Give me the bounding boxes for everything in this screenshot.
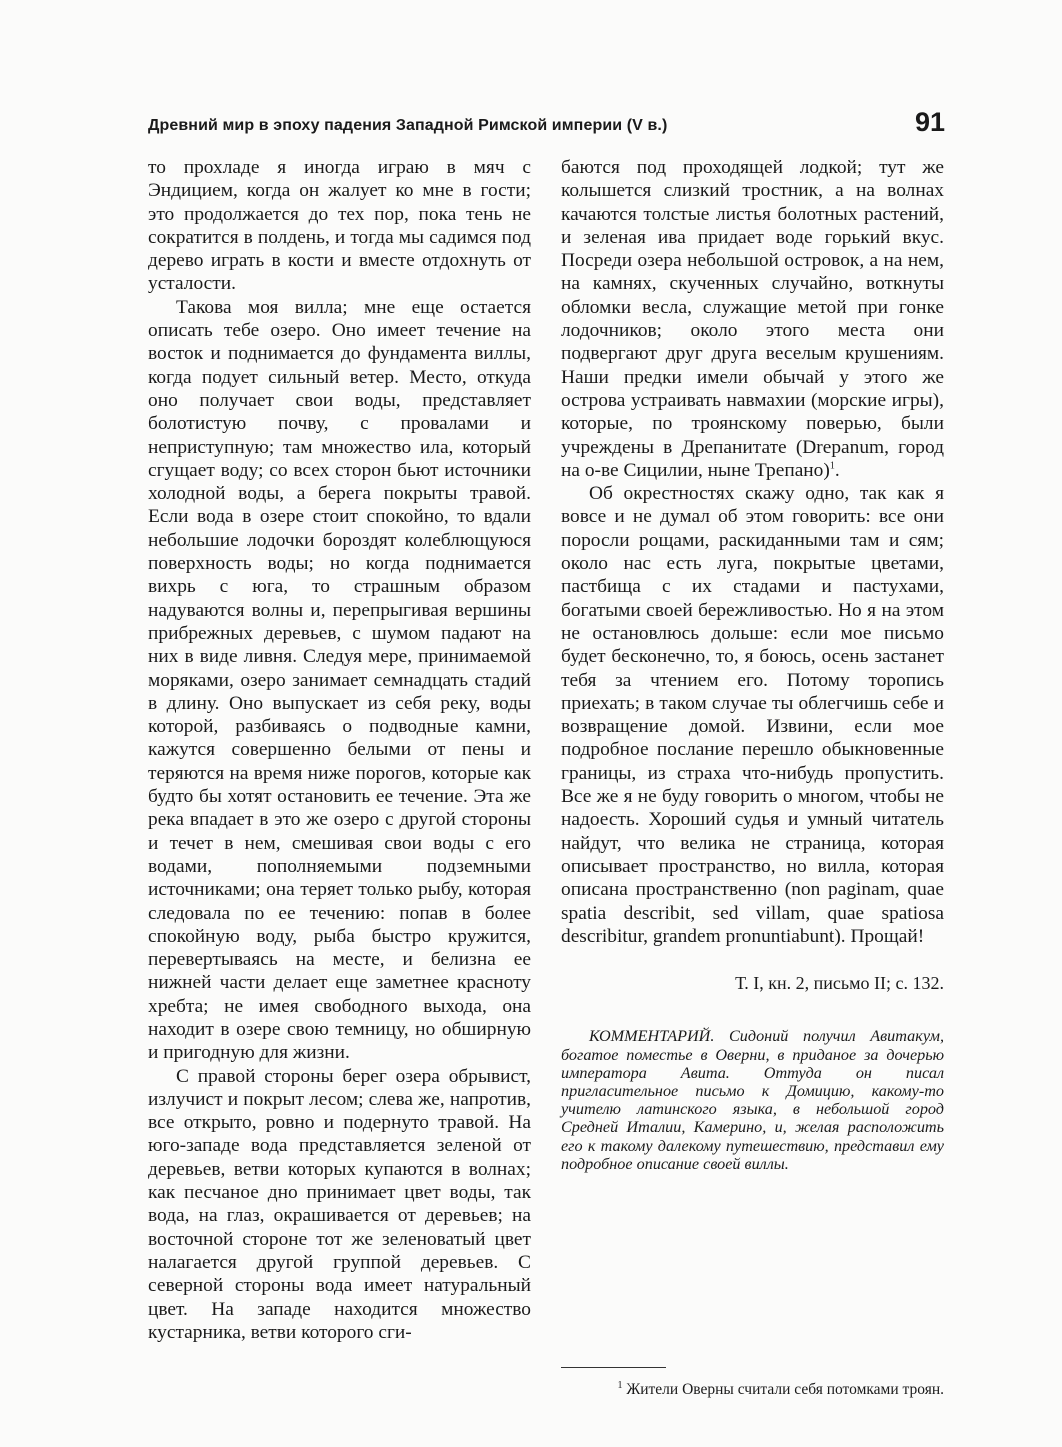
paragraph: С правой стороны берег озера обрывист, излучист и покрыт лесом; слева же, напротив, все открыто, ровно и подернуто травой. На юго-западе вода представляется зеленой от деревьев, ветви которых купаются в волнах; как песчаное дно принимает цвет воды, так вода, на глаз, окрашивается от деревьев; на восточной стороне тот же зеленоватый цвет налагается другой группой деревьев. С северной стороны вода имеет натуральный цвет. На западе находится множество кустарника, ветви которого сги- bbox=[148, 1065, 531, 1343]
commentary: КОММЕНТАРИЙ. Сидоний получил Авитакум, богатое поместье в Оверни, в приданое за дочерью императора Авита. Оттуда он писал пригласительное письмо к Домицию, какому-то учителю латинского языка, в небольшой город Средней Италии, Камерино, и, желая расположить его к такому далекому путешествию, представил ему подробное описание своей виллы. bbox=[561, 1027, 944, 1173]
running-title: Древний мир в эпоху падения Западной Римской империи (V в.) bbox=[148, 117, 668, 134]
footnote-mark: 1 bbox=[829, 460, 835, 472]
right-column bbox=[561, 156, 944, 1173]
footnote bbox=[561, 1380, 944, 1399]
page-number: 91 bbox=[914, 107, 945, 137]
paragraph: Такова моя вилла; мне еще остается описать тебе озеро. Оно имеет течение на восток и поднимается до фундамента виллы, когда подует сильный ветер. Место, откуда оно получает свои воды, представляет болотистую почву, с провалами и неприступную; там множество ила, который сгущает воду; со всех сторон бьют источники холодной воды, а берега покрыты травой. Если вода в озере стоит спокойно, то вдали небольшие лодочки бороздят колеблющуюся поверхность воды; но когда поднимается вихрь с юга, то страшным образом надуваются волны и, перепрыгивая вершины прибрежных деревьев, с шумом падают на них в виде ливня. Следуя мере, принимаемой моряками, озеро занимает семнадцать стадий в длину. Оно выпускает из себя реку, воды которой, разбиваясь о подводные камни, кажутся совершенно белыми от пены и теряются на время ниже порогов, которые как будто бы хотят остановить ее течение. Эта же река впадает в это же озеро с другой стороны и течет в нем, смешивая свои воды с его водами, пополняемыми подземными источниками; она теряет только рыбу, которая следовала по ее течению: попав в более спокойную воду, рыба быстро кружится, перевертываясь на месте, и белизна ее нижней части делает еще заметнее красноту хребта; не имея свободного выхода, она находит в озере свою темницу, но обширную и пригодную для жизни. bbox=[148, 296, 531, 1064]
paragraph-end: . bbox=[834, 459, 840, 481]
paragraph-text: баются под проходящей лодкой; тут же колышется слизкий тростник, а на волнах качаются толстые листья болотных растений, и зеленая ива придает воде горький вкус. Посреди озера небольшой островок, а на нем, на камнях, скученных случайно, воткнуты обломки весла, служащие метой при гонке лодочников; около этого места они подвергают друг друга веселым крушениям. Наши предки имели обычай у этого же острова устраивать навмахии (морские игры), которые, по троянскому поверью, были учреждены в Дрепанитате (Drepanum, город на о-ве Сицилии, ныне Трепано) bbox=[561, 157, 944, 481]
footnote-divider bbox=[561, 1367, 666, 1368]
paragraph: то прохладе я иногда играю в мяч с Эндицием, когда он жалует ко мне в гости; это продолжается до тех пор, пока тень не сократится в полдень, и тогда мы садимся под дерево играть в кости и вместе отдохнуть от усталости. bbox=[148, 157, 531, 295]
paragraph: Об окрестностях скажу одно, так как я вовсе и не думал об этом говорить: все они поросли рощами, раскиданными там и сям; около нас есть луга, покрытые цветами, пастбища с их стадами и пастухами, богатыми своей бережливостью. Но я на этом не остановлюсь дольше: если мое письмо будет бесконечно, то, я боюсь, осень застанет тебя за чтением его. Потому торопись приехать; в таком случае ты облегчишь себе и возвращение домой. Извини, если мое подробное послание перешло обыкновенные границы, из страха что-нибудь пропустить. Все же я не буду говорить о многом, чтобы не надоесть. Хороший судья и умный читатель найдут, что велика не страница, которая описывает пространство, но вилла, которая описана пространственно (non paginam, quae spatia describit, sed villam, quae spatiosa describitur, grandem pronuntiabunt). Прощай! bbox=[561, 483, 944, 947]
running-header bbox=[148, 107, 945, 143]
left-column bbox=[148, 156, 531, 1344]
paragraph bbox=[561, 156, 944, 482]
footnote-number: 1 bbox=[617, 1379, 623, 1391]
footnote-text: Жители Оверны считали себя потомками троян. bbox=[626, 1381, 944, 1398]
source-reference: Т. I, кн. 2, письмо II; с. 132. bbox=[735, 973, 944, 994]
